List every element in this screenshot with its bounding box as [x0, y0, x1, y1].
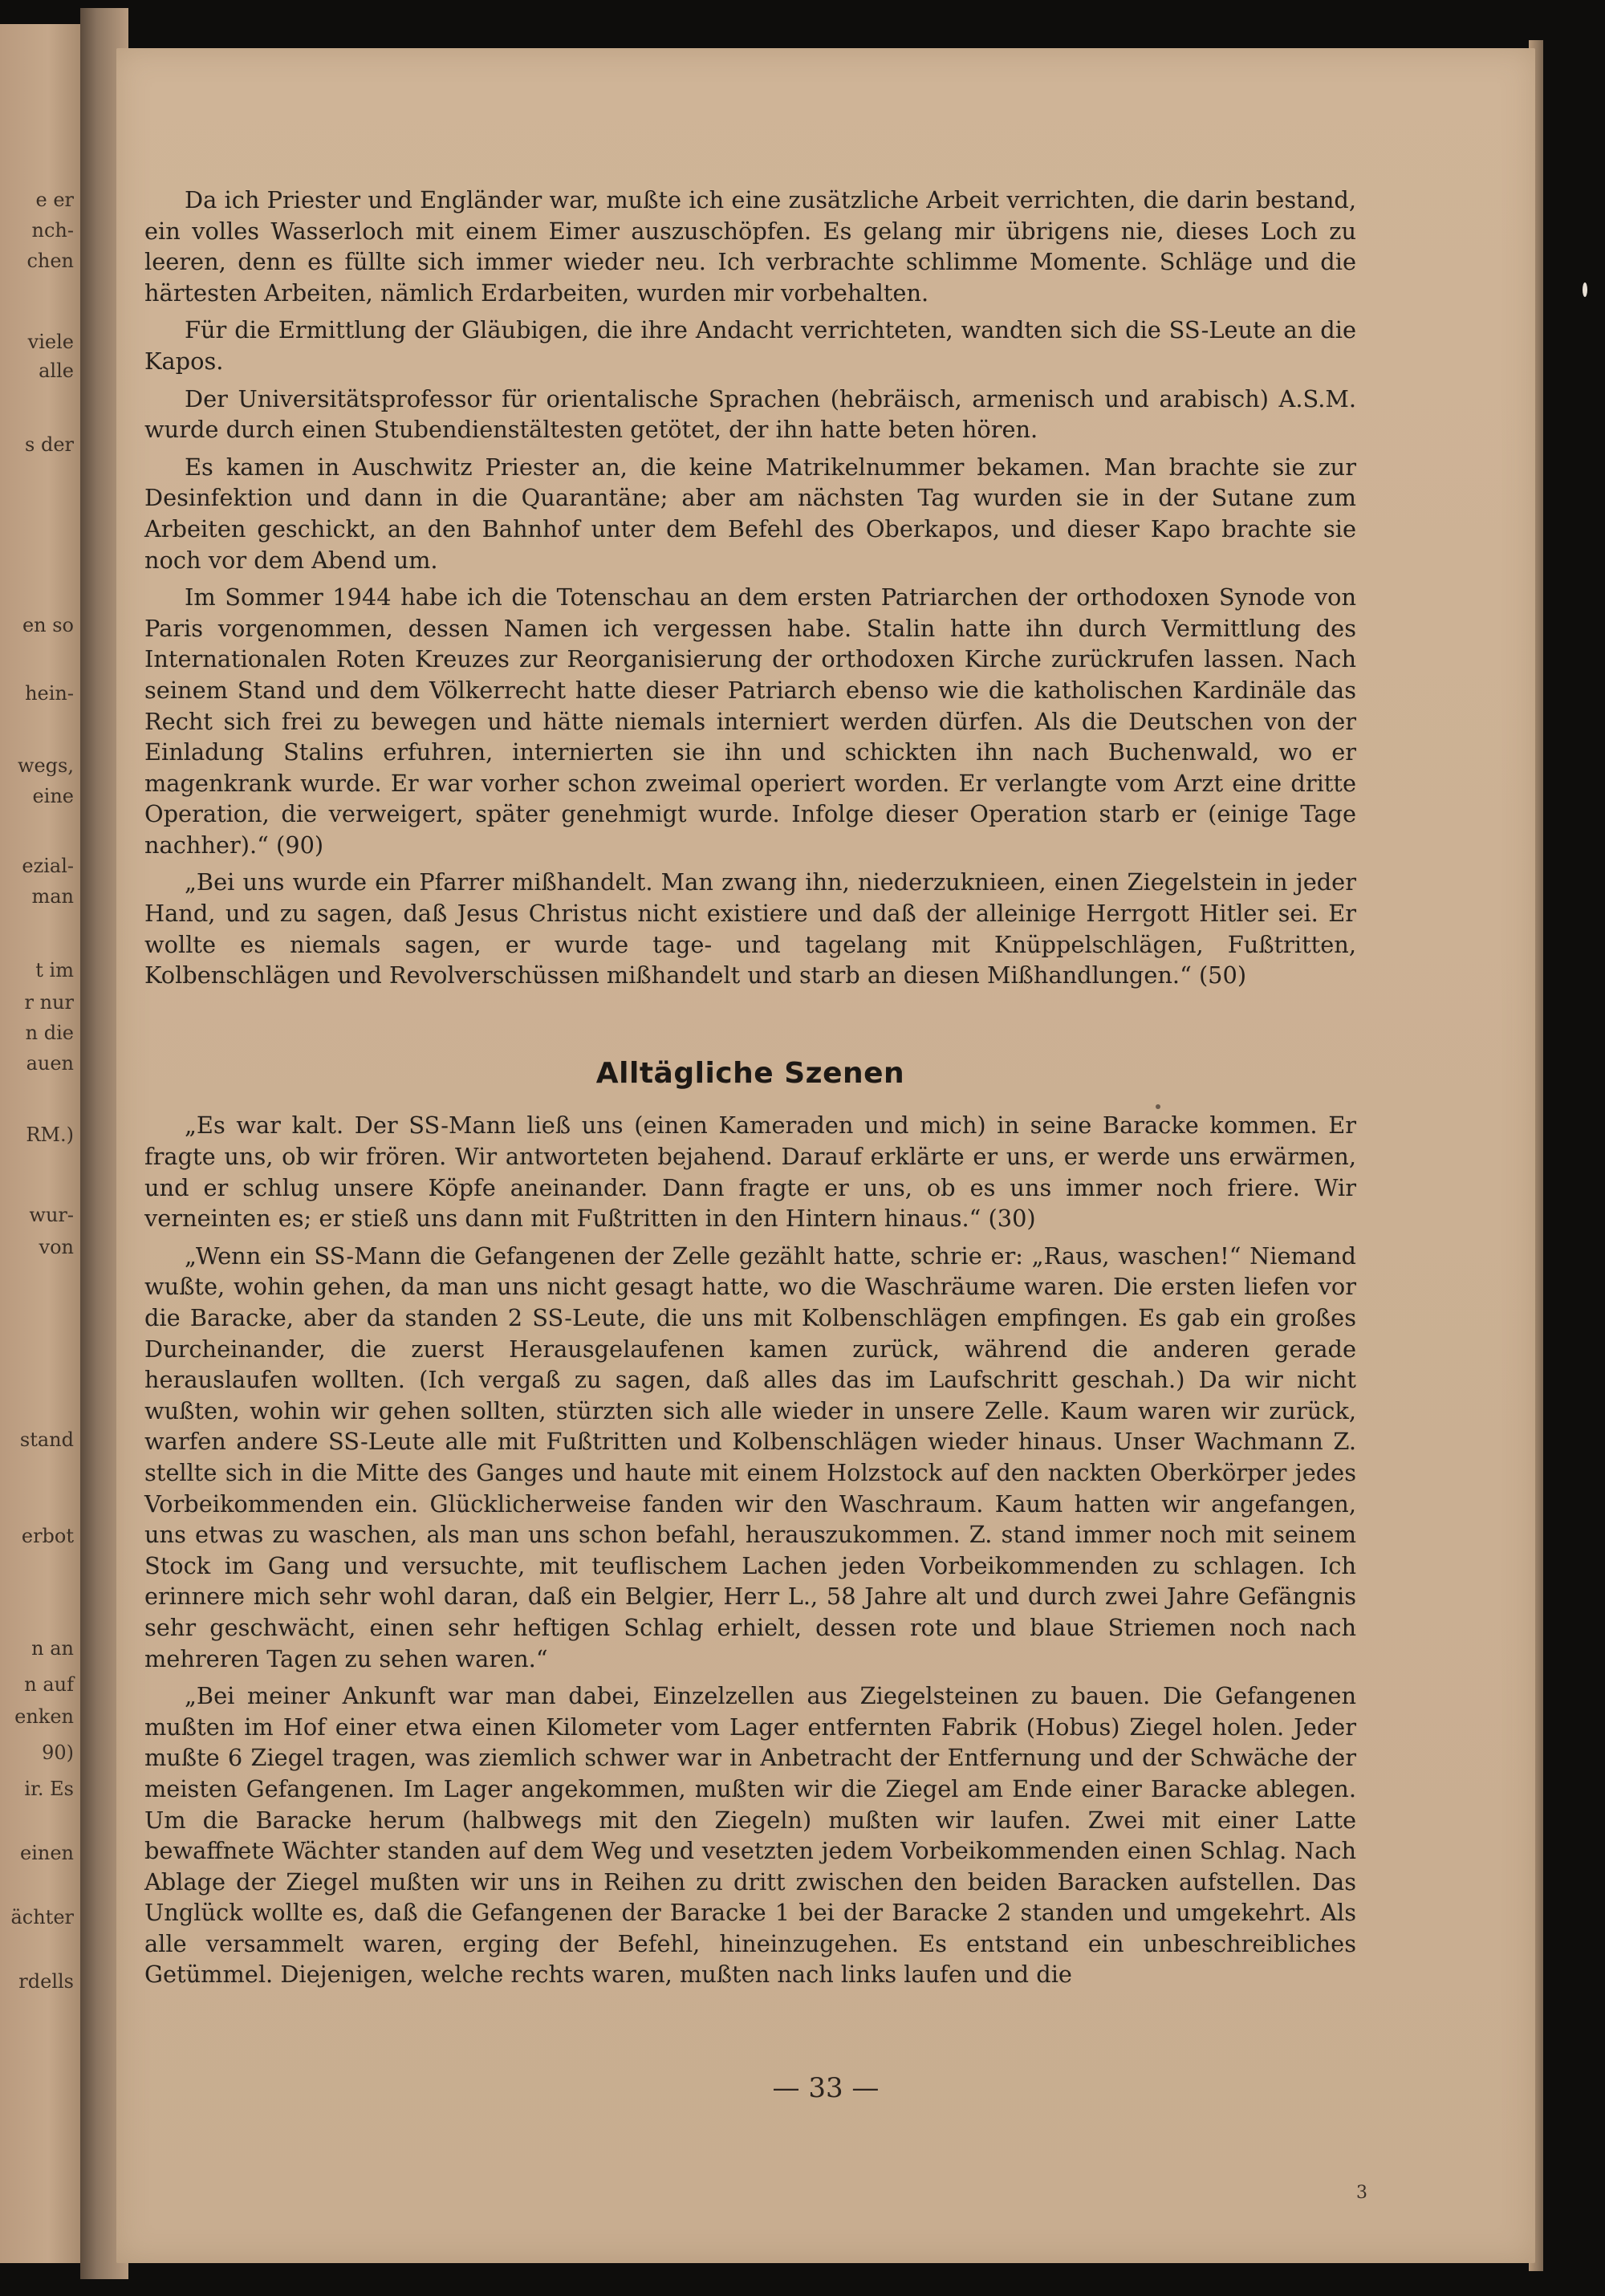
page-number: — 33 —	[772, 2072, 880, 2104]
margin-fragment: wur-	[29, 1204, 74, 1226]
paragraph: Der Universitätsprofessor für orientalische Sprachen (hebräisch, armenisch und arabisch) A.S.M. wurde durch einen Stubendienstältesten getötet, der ihn hatte beten hören.	[144, 384, 1356, 444]
margin-fragment: r nur	[24, 991, 74, 1014]
margin-fragment: s der	[25, 433, 74, 456]
margin-fragment: RM.)	[26, 1124, 74, 1146]
margin-fragment: von	[39, 1236, 74, 1258]
paragraph: „Bei uns wurde ein Pfarrer mißhandelt. Man zwang ihn, niederzuknieen, einen Ziegelstein in jeder Hand, und zu sagen, daß Jesus Christus nicht existiere und daß der alleinige Herrgott Hitler sei. Er wollte es niemals sagen, er wurde tage- und tagelang mit Knüppelschlägen, Fußtritten, Kolbenschlägen und Revolverschüssen mißhandelt und starb an diesen Mißhandlungen.“ (50)	[144, 868, 1356, 990]
margin-fragment: nch-	[31, 219, 74, 242]
margin-fragment: n an	[31, 1637, 74, 1660]
margin-fragment: e er	[35, 189, 74, 211]
margin-fragment: t im	[35, 959, 74, 981]
page-body	[144, 185, 1356, 1997]
margin-fragment: erbot	[21, 1525, 74, 1547]
margin-fragment: hein-	[25, 682, 74, 705]
left-page-edge	[0, 24, 80, 2263]
paragraph: Im Sommer 1944 habe ich die Totenschau an dem ersten Patriarchen der orthodoxen Synode von Paris vorgenommen, dessen Namen ich vergessen habe. Stalin hatte ihn durch Vermittlung des Internationalen Roten Kreuzes zur Reorganisierung der orthodoxen Kirche zurückrufen lassen. Nach seinem Stand und dem Völkerrecht hatte dieser Patriarch ebenso wie die katholischen Kardinäle das Recht sich frei zu bewegen und hätte niemals interniert werden dürfen. Als die Deutschen von der Einladung Stalins erfuhren, internierten sie ihn und schickten ihn nach Buchenwald, wo er magenkrank wurde. Er war vorher schon zweimal operiert worden. Er verlangte vom Arzt eine dritte Operation, die verweigert, später genehmigt wurde. Infolge dieser Operation starb er (einige Tage nachher).“ (90)	[144, 583, 1356, 859]
margin-fragment: stand	[19, 1428, 74, 1451]
margin-fragment: viele	[27, 331, 74, 353]
margin-fragment: rdells	[18, 1970, 74, 1993]
scan-speck	[1156, 1104, 1160, 1109]
margin-fragment: alle	[39, 360, 74, 382]
margin-fragment: man	[31, 885, 74, 908]
scan-speck	[1583, 282, 1587, 297]
margin-fragment: eine	[32, 785, 74, 807]
paragraph: „Bei meiner Ankunft war man dabei, Einzelzellen aus Ziegelsteinen zu bauen. Die Gefangenen mußten im Hof einer etwa einen Kilometer vom Lager entfernten Fabrik (Hobus) Ziegel holen. Jeder mußte 6 Ziegel tragen, was ziemlich schwer war in Anbetracht der Entfernung und der Schwäche der meisten Gefangenen. Im Lager angekommen, mußten wir die Ziegel am Ende einer Baracke ablegen. Um die Baracke herum (halbwegs mit den Ziegeln) mußten wir laufen. Zwei mit einer Latte bewaffnete Wächter standen auf dem Weg und vesetzten jedem Vorbeikommenden einen Schlag. Nach Ablage der Ziegel mußten wir uns in Reihen zu dritt zwischen den beiden Baracken aufstellen. Das Unglück wollte es, daß die Gefangenen der Baracke 1 bei der Baracke 2 standen und umgekehrt. Als alle versammelt waren, erging der Befehl, hineinzugehen. Es entstand ein unbeschreibliches Getümmel. Diejenigen, welche rechts waren, mußten nach links laufen und die	[144, 1682, 1356, 1989]
margin-fragment: n die	[25, 1022, 74, 1044]
margin-fragment: 90)	[42, 1741, 74, 1764]
margin-fragment: wegs,	[17, 754, 74, 777]
margin-fragment: ächter	[10, 1906, 74, 1928]
paragraph: „Es war kalt. Der SS-Mann ließ uns (einen Kameraden und mich) in seine Baracke kommen. Er fragte uns, ob wir frören. Wir antworteten bejahend. Darauf erklärte er uns, er werde uns erwärmen, und er schlug unsere Köpfe aneinander. Dann fragte er uns, ob es uns immer noch friere. Wir verneinten es; er stieß uns dann mit Fußtritten in den Hintern hinaus.“ (30)	[144, 1111, 1356, 1233]
margin-fragment: n auf	[24, 1673, 74, 1696]
section-heading: Alltägliche Szenen	[595, 1056, 905, 1090]
margin-fragment: enken	[14, 1705, 74, 1728]
margin-fragment: ir. Es	[24, 1778, 74, 1800]
margin-fragment: auen	[26, 1052, 74, 1075]
paragraph: Es kamen in Auschwitz Priester an, die keine Matrikelnummer bekamen. Man brachte sie zur Desinfektion und dann in die Quarantäne; aber am nächsten Tag wurden sie in der Sutane zum Arbeiten geschickt, an den Bahnhof unter dem Befehl des Oberkapos, und dieser Kapo brachte sie noch vor dem Abend um.	[144, 453, 1356, 574]
margin-fragment: ezial-	[22, 855, 74, 877]
paragraph: „Wenn ein SS-Mann die Gefangenen der Zelle gezählt hatte, schrie er: „Raus, waschen!“ Niemand wußte, wohin gehen, da man uns nicht gesagt hatte, wo die Waschräume waren. Die ersten liefen vor die Baracke, aber da standen 2 SS-Leute, die uns mit Kolbenschlägen empfingen. Es gab ein großes Durcheinander, die zuerst Herausgelaufenen kamen zurück, während die anderen gerade herauslaufen wollten. (Ich vergaß zu sagen, daß alles das im Laufschritt geschah.) Da wir nicht wußten, wohin wir gehen sollten, stürzten sich alle wieder in unsere Zelle. Kaum waren wir zurück, warfen andere SS-Leute alle mit Fußtritten und Kolbenschlägen wieder hinaus. Unser Wachmann Z. stellte sich in die Mitte des Ganges und haute mit einem Holzstock auf den nackten Oberkörper jedes Vorbeikommenden ein. Glücklicherweise fanden wir den Waschraum. Kaum hatten wir angefangen, uns etwas zu waschen, als man uns schon befahl, herauszukommen. Z. stand immer noch mit seinem Stock im Gang und versuchte, mit teuflischem Lachen jeden Vorbeikommenden zu schlagen. Ich erinnere mich sehr wohl daran, daß ein Belgier, Herr L., 58 Jahre alt und durch zwei Jahre Gefängnis sehr geschwächt, einen sehr heftigen Schlag erhielt, dessen rote und blaue Striemen noch nach mehreren Tagen zu sehen waren.“	[144, 1241, 1356, 1672]
paragraph: Für die Ermittlung der Gläubigen, die ihre Andacht verrichteten, wandten sich die SS-Leute an die Kapos.	[144, 316, 1356, 375]
paragraph: Da ich Priester und Engländer war, mußte ich eine zusätzliche Arbeit verrichten, die darin bestand, ein volles Wasserloch mit einem Eimer auszuschöpfen. Es gelang mir übrigens nie, dieses Loch zu leeren, denn es füllte sich immer wieder neu. Ich verbrachte schlimme Momente. Schläge und die härtesten Arbeiten, nämlich Erdarbeiten, wurden mir vorbehalten.	[144, 186, 1356, 307]
margin-fragment: en so	[22, 614, 74, 636]
margin-fragment: chen	[26, 250, 74, 272]
margin-fragment: einen	[20, 1842, 74, 1864]
corner-mark: 3	[1356, 2183, 1367, 2203]
